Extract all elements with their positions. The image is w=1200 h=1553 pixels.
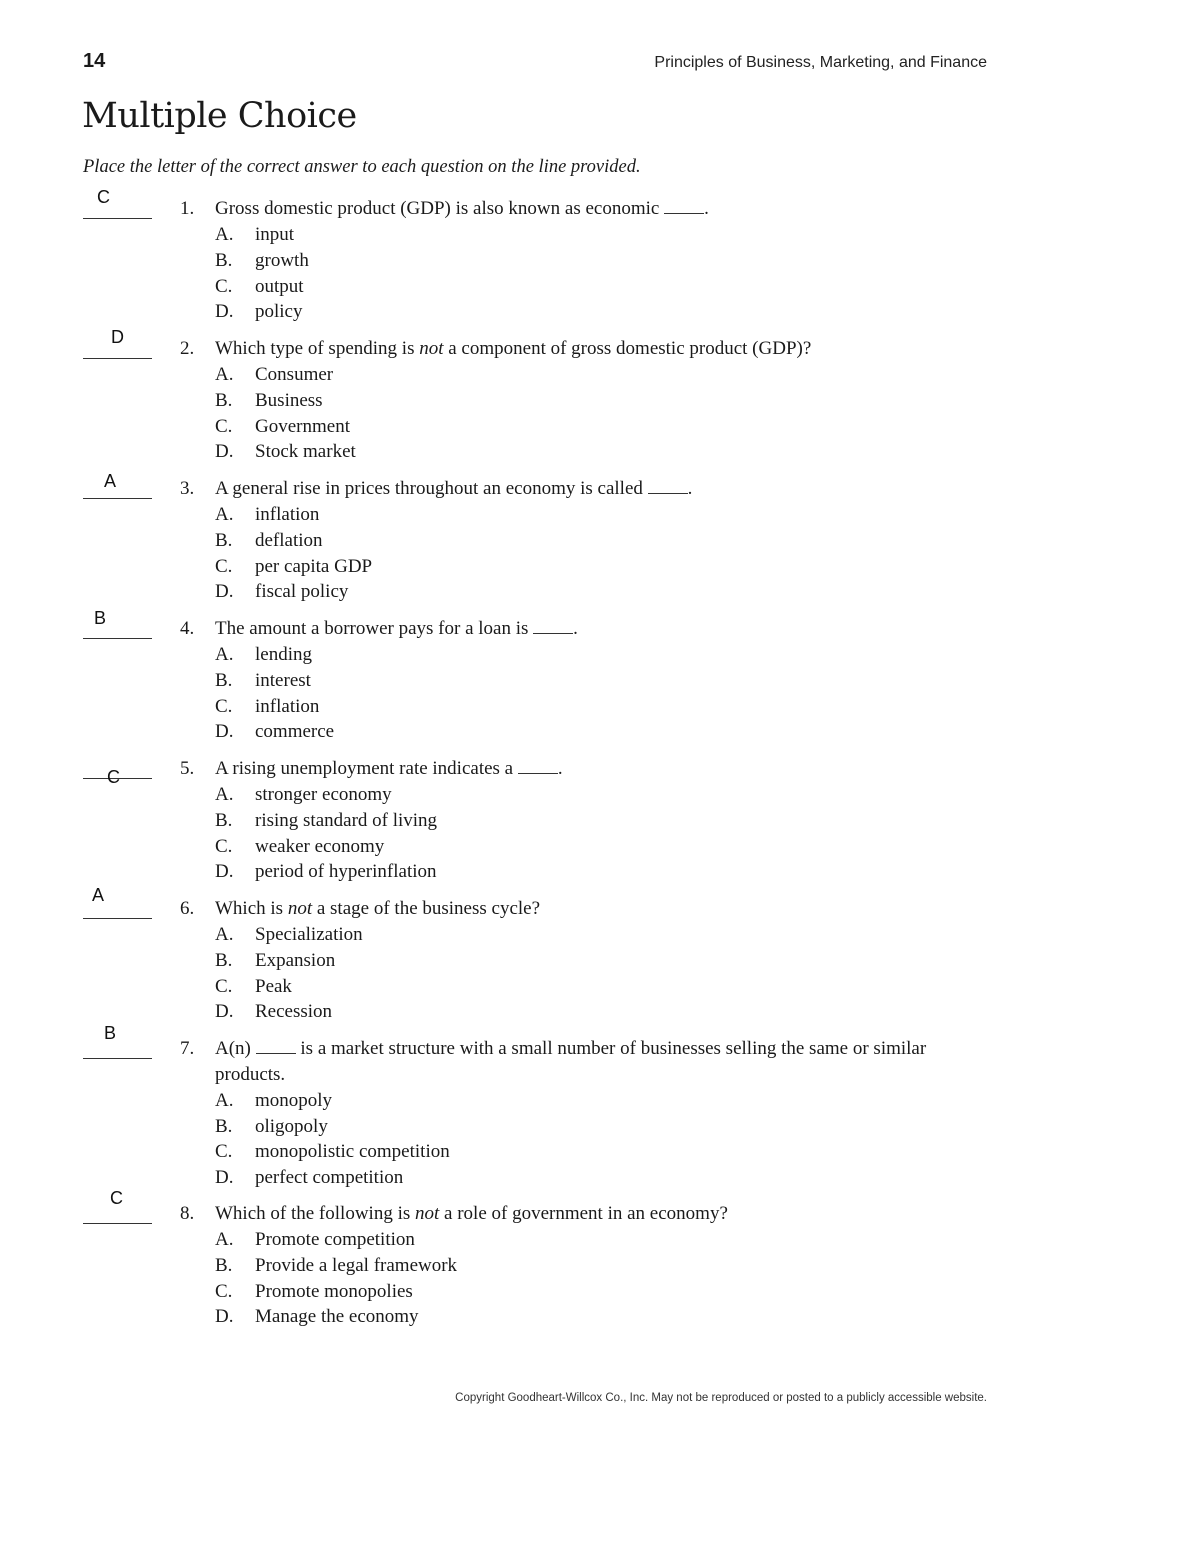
question-number: 8. (180, 1203, 195, 1224)
answer-option (215, 554, 372, 580)
option-text: Promote monopolies (255, 1280, 413, 1302)
option-text: period of hyperinflation (255, 861, 437, 883)
answer-option (215, 642, 312, 668)
option-letter: D. (215, 1001, 234, 1023)
question-text-start: A rising unemployment rate indicates a (215, 758, 514, 779)
option-text: per capita GDP (255, 555, 373, 577)
fill-in-blank (256, 1039, 296, 1054)
answer-letter: A (92, 885, 105, 905)
fill-in-blank (518, 759, 558, 774)
option-letter: B. (215, 669, 233, 691)
option-letter: A. (215, 924, 234, 945)
option-letter: C. (215, 275, 233, 297)
option-letter: D. (215, 861, 234, 883)
answer-option (215, 388, 323, 414)
option-text: fiscal policy (255, 581, 349, 603)
answer-option (215, 248, 309, 274)
option-letter: C. (215, 835, 233, 857)
question-text (215, 196, 990, 222)
answer-option (215, 439, 356, 465)
option-text: Recession (255, 1001, 333, 1023)
question-text-end: is a market structure with a small number of businesses selling the same or similar products. (215, 1038, 927, 1085)
question-text-start: Which type of spending is (215, 338, 420, 359)
option-text: commerce (255, 721, 335, 743)
option-text: lending (255, 644, 312, 665)
question-number: 7. (180, 1038, 195, 1059)
answer-option (215, 1279, 413, 1305)
option-letter: D. (215, 581, 234, 603)
answer-option (215, 808, 437, 834)
option-letter: D. (215, 441, 234, 463)
answer-option (215, 922, 363, 948)
option-letter: D. (215, 1306, 234, 1328)
question-number: 6. (180, 898, 195, 919)
option-text: Government (255, 415, 350, 437)
option-letter: C. (215, 695, 233, 717)
answer-letter: D (111, 327, 124, 347)
answer-option (215, 299, 303, 325)
option-text: Provide a legal framework (255, 1254, 458, 1276)
fill-in-blank (533, 619, 573, 634)
option-letter: B. (215, 529, 233, 551)
instructions: Place the letter of the correct answer to each question on the line provided. (83, 157, 641, 177)
question-text-start: The amount a borrower pays for a loan is (215, 618, 529, 639)
option-text: input (255, 224, 295, 245)
answer-option (215, 1165, 403, 1191)
answer-option (215, 834, 384, 860)
option-letter: C. (215, 1280, 233, 1302)
question-text (215, 616, 990, 642)
option-letter: A. (215, 504, 234, 525)
option-text: monopolistic competition (255, 1141, 450, 1163)
option-text: Stock market (255, 441, 356, 463)
fill-in-blank (648, 479, 688, 494)
question-end-punctuation: . (573, 618, 578, 639)
question-end-punctuation: . (557, 758, 563, 779)
question-text (215, 336, 990, 362)
answer-option (215, 1114, 328, 1140)
option-letter: B. (215, 1115, 233, 1137)
option-letter: C. (215, 415, 233, 437)
question-end-punctuation: . (704, 198, 709, 219)
option-letter: B. (215, 949, 233, 971)
copyright-footer: Copyright Goodheart-Willcox Co., Inc. May not be reproduced or posted to a publicly accessible website. (455, 1392, 987, 1404)
page-number: 14 (83, 50, 106, 72)
answer-line[interactable] (83, 638, 152, 639)
option-text: Specialization (255, 924, 363, 945)
question-text (215, 1201, 990, 1227)
answer-line[interactable] (83, 498, 152, 499)
answer-option (215, 782, 392, 808)
question-text-start: Gross domestic product (GDP) is also known as economic (215, 198, 660, 219)
option-text: Business (255, 389, 323, 411)
answer-option (215, 694, 319, 720)
question-text-start: Which is (215, 898, 288, 919)
answer-line[interactable] (83, 358, 152, 359)
option-text: oligopoly (255, 1115, 328, 1137)
section-title: Multiple Choice (82, 96, 357, 136)
answer-option (215, 579, 348, 605)
option-text: output (255, 275, 304, 297)
option-letter: C. (215, 555, 233, 577)
question-number: 2. (180, 338, 195, 359)
answer-option (215, 999, 332, 1025)
answer-option (215, 719, 334, 745)
answer-option (215, 668, 311, 694)
answer-option (215, 528, 323, 554)
option-letter: D. (215, 1167, 234, 1189)
question-text (215, 1036, 990, 1088)
option-text: monopoly (255, 1089, 333, 1111)
option-text: inflation (255, 695, 320, 717)
option-letter: A. (215, 1229, 234, 1250)
answer-letter: C (97, 187, 110, 207)
question-emphasis: not (419, 338, 444, 359)
answer-option (215, 859, 437, 885)
answer-option (215, 362, 333, 388)
question-text-start: Which of the following is (215, 1203, 415, 1224)
answer-option (215, 1139, 450, 1165)
option-letter: A. (215, 1089, 234, 1111)
answer-option (215, 1227, 415, 1253)
option-letter: B. (215, 809, 233, 831)
option-letter: C. (215, 1141, 233, 1163)
answer-option (215, 274, 304, 300)
option-text: interest (255, 669, 311, 691)
answer-line[interactable] (83, 1058, 152, 1059)
answer-option (215, 1253, 457, 1279)
option-letter: A. (215, 784, 234, 805)
answer-letter: B (94, 608, 107, 628)
answer-option (215, 222, 294, 248)
option-text: stronger economy (255, 784, 392, 805)
option-letter: A. (215, 364, 234, 385)
question-text-end: a stage of the business cycle? (312, 898, 541, 919)
option-letter: B. (215, 1254, 233, 1276)
question-text (215, 896, 990, 922)
option-text: policy (255, 301, 303, 323)
question-number: 1. (180, 198, 195, 219)
option-letter: B. (215, 249, 233, 271)
answer-option (215, 1088, 332, 1114)
option-text: deflation (255, 529, 323, 551)
option-letter: A. (215, 224, 234, 245)
question-text-end: a role of government in an economy? (439, 1203, 728, 1224)
question-text-end: a component of gross domestic product (GDP)? (443, 338, 812, 359)
option-text: weaker economy (255, 835, 385, 857)
question-text-start: A(n) (215, 1038, 251, 1059)
question-emphasis: not (415, 1203, 440, 1224)
answer-option (215, 1304, 419, 1330)
option-text: Peak (255, 975, 292, 997)
question-text-start: A general rise in prices throughout an economy is called (215, 478, 643, 499)
question-number: 4. (180, 618, 195, 639)
option-letter: C. (215, 975, 233, 997)
fill-in-blank (664, 199, 704, 214)
answer-line[interactable] (83, 1223, 152, 1224)
option-text: Manage the economy (255, 1306, 419, 1328)
option-text: growth (255, 249, 309, 271)
option-letter: D. (215, 301, 234, 323)
answer-line[interactable] (83, 218, 152, 219)
option-text: rising standard of living (255, 809, 438, 831)
question-text (215, 476, 990, 502)
question-number: 5. (180, 758, 195, 779)
option-letter: A. (215, 644, 234, 665)
answer-option (215, 414, 350, 440)
question-emphasis: not (287, 898, 313, 919)
answer-option (215, 948, 335, 974)
option-text: Consumer (255, 364, 334, 385)
answer-letter: C (107, 767, 120, 787)
answer-letter: B (104, 1023, 117, 1043)
book-title: Principles of Business, Marketing, and Finance (654, 54, 987, 71)
question-text (215, 756, 990, 782)
question-end-punctuation: . (687, 478, 693, 499)
answer-letter: A (104, 471, 117, 491)
answer-line[interactable] (83, 918, 152, 919)
option-letter: D. (215, 721, 234, 743)
answer-letter: C (110, 1188, 123, 1208)
option-text: Promote competition (255, 1229, 415, 1250)
answer-option (215, 974, 292, 1000)
option-text: perfect competition (255, 1167, 404, 1189)
option-letter: B. (215, 389, 233, 411)
answer-option (215, 502, 319, 528)
question-number: 3. (180, 478, 195, 499)
option-text: Expansion (255, 949, 336, 971)
option-text: inflation (255, 504, 320, 525)
